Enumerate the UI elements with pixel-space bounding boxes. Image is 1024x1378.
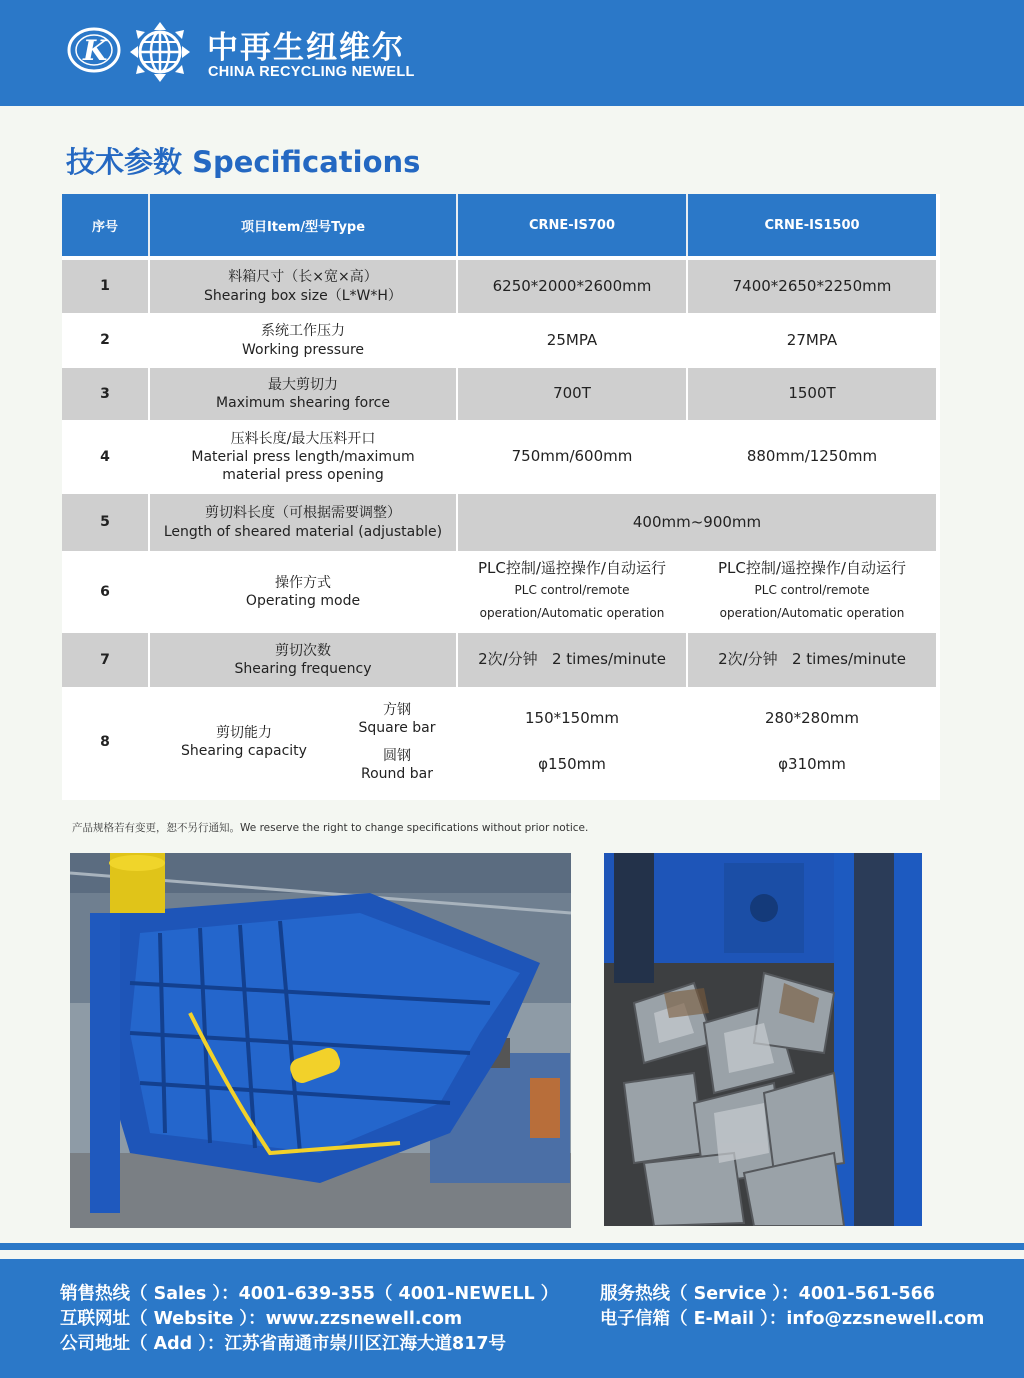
- row-value-1: 700T: [457, 368, 687, 420]
- row-number: 7: [62, 633, 149, 687]
- sales-hotline: 销售热线（ Sales ）：4001-639-355（ 4001-NEWELL ）: [60, 1284, 559, 1304]
- table-row: [62, 551, 936, 633]
- row-value-2: PLC控制/遥控操作/自动运行 PLC control/remote operation/Automatic operation: [687, 551, 936, 633]
- row-value-2: 880mm/1250mm: [687, 420, 936, 494]
- table-row: [62, 368, 936, 420]
- row-number: 5: [62, 494, 149, 551]
- table-row: [62, 313, 936, 368]
- row-value-1: 25MPA: [457, 313, 687, 368]
- row-value-1: 6250*2000*2600mm: [457, 260, 687, 313]
- row-value-2: 280*280mm φ310mm: [687, 687, 936, 797]
- header-bar: [0, 0, 1024, 106]
- row-item: 压料长度/最大压料开口 Material press length/maximum material press opening: [149, 420, 457, 494]
- service-hotline: 服务热线（ Service ）：4001-561-566: [600, 1284, 935, 1304]
- table-row: [62, 260, 936, 313]
- row-value-1: 150*150mm φ150mm: [457, 687, 687, 797]
- row-value-2: 1500T: [687, 368, 936, 420]
- table-row: [62, 494, 936, 551]
- row-number: 1: [62, 260, 149, 313]
- address: 公司地址（ Add ）：江苏省南通市崇川区江海大道817号: [60, 1334, 507, 1354]
- row-number: 6: [62, 551, 149, 633]
- recycling-globe-icon: [128, 22, 192, 82]
- row-item: 剪切次数 Shearing frequency: [149, 633, 457, 687]
- header-model-1: CRNE-IS700: [457, 194, 687, 256]
- row-item: 剪切料长度（可根据需要调整） Length of sheared material (adjustable): [149, 494, 457, 551]
- spec-notice: 产品规格若有变更，恕不另行通知。We reserve the right to change specifications without prior notice.: [72, 822, 589, 834]
- row-number: 4: [62, 420, 149, 494]
- row-value-2: 7400*2650*2250mm: [687, 260, 936, 313]
- header-no: 序号: [62, 194, 149, 256]
- brand-name-cn: 中再生纽维尔: [207, 30, 405, 66]
- row-value-2: 27MPA: [687, 313, 936, 368]
- newell-logo-icon: [66, 24, 122, 76]
- row-item: 料箱尺寸（长×宽×高） Shearing box size（L*W*H）: [149, 260, 457, 313]
- table-row: [62, 687, 936, 797]
- header-model-2: CRNE-IS1500: [687, 194, 936, 256]
- footer: [0, 1259, 1024, 1378]
- table-row: [62, 420, 936, 494]
- row-value-2: 2次/分钟 2 times/minute: [687, 633, 936, 687]
- row-value-1: 750mm/600mm: [457, 420, 687, 494]
- row-item: 系统工作压力 Working pressure: [149, 313, 457, 368]
- shear-machine-photo: [70, 853, 571, 1228]
- svg-text:K: K: [83, 34, 108, 67]
- specifications-table: [62, 194, 936, 797]
- row-item: 操作方式 Operating mode: [149, 551, 457, 633]
- row-number: 3: [62, 368, 149, 420]
- footer-divider: [0, 1243, 1024, 1250]
- table-row: [62, 633, 936, 687]
- row-item: 剪切能力 Shearing capacity 方钢 Square bar 圆钢 Round bar: [149, 687, 457, 797]
- row-value-merged: 400mm~900mm: [457, 494, 936, 551]
- sheared-scrap-photo: [604, 853, 922, 1226]
- brand-name-en: CHINA RECYCLING NEWELL: [208, 64, 415, 80]
- website: 互联网址（ Website ）：www.zzsnewell.com: [60, 1309, 463, 1329]
- email: 电子信箱（ E-Mail ）：info@zzsnewell.com: [600, 1309, 985, 1329]
- page-title: 技术参数 Specifications: [66, 145, 421, 179]
- row-number: 8: [62, 687, 149, 797]
- row-item: 最大剪切力 Maximum shearing force: [149, 368, 457, 420]
- table-header-row: [62, 194, 936, 256]
- row-value-1: 2次/分钟 2 times/minute: [457, 633, 687, 687]
- row-number: 2: [62, 313, 149, 368]
- row-value-1: PLC控制/遥控操作/自动运行 PLC control/remote operation/Automatic operation: [457, 551, 687, 633]
- header-item: 项目Item/型号Type: [149, 194, 457, 256]
